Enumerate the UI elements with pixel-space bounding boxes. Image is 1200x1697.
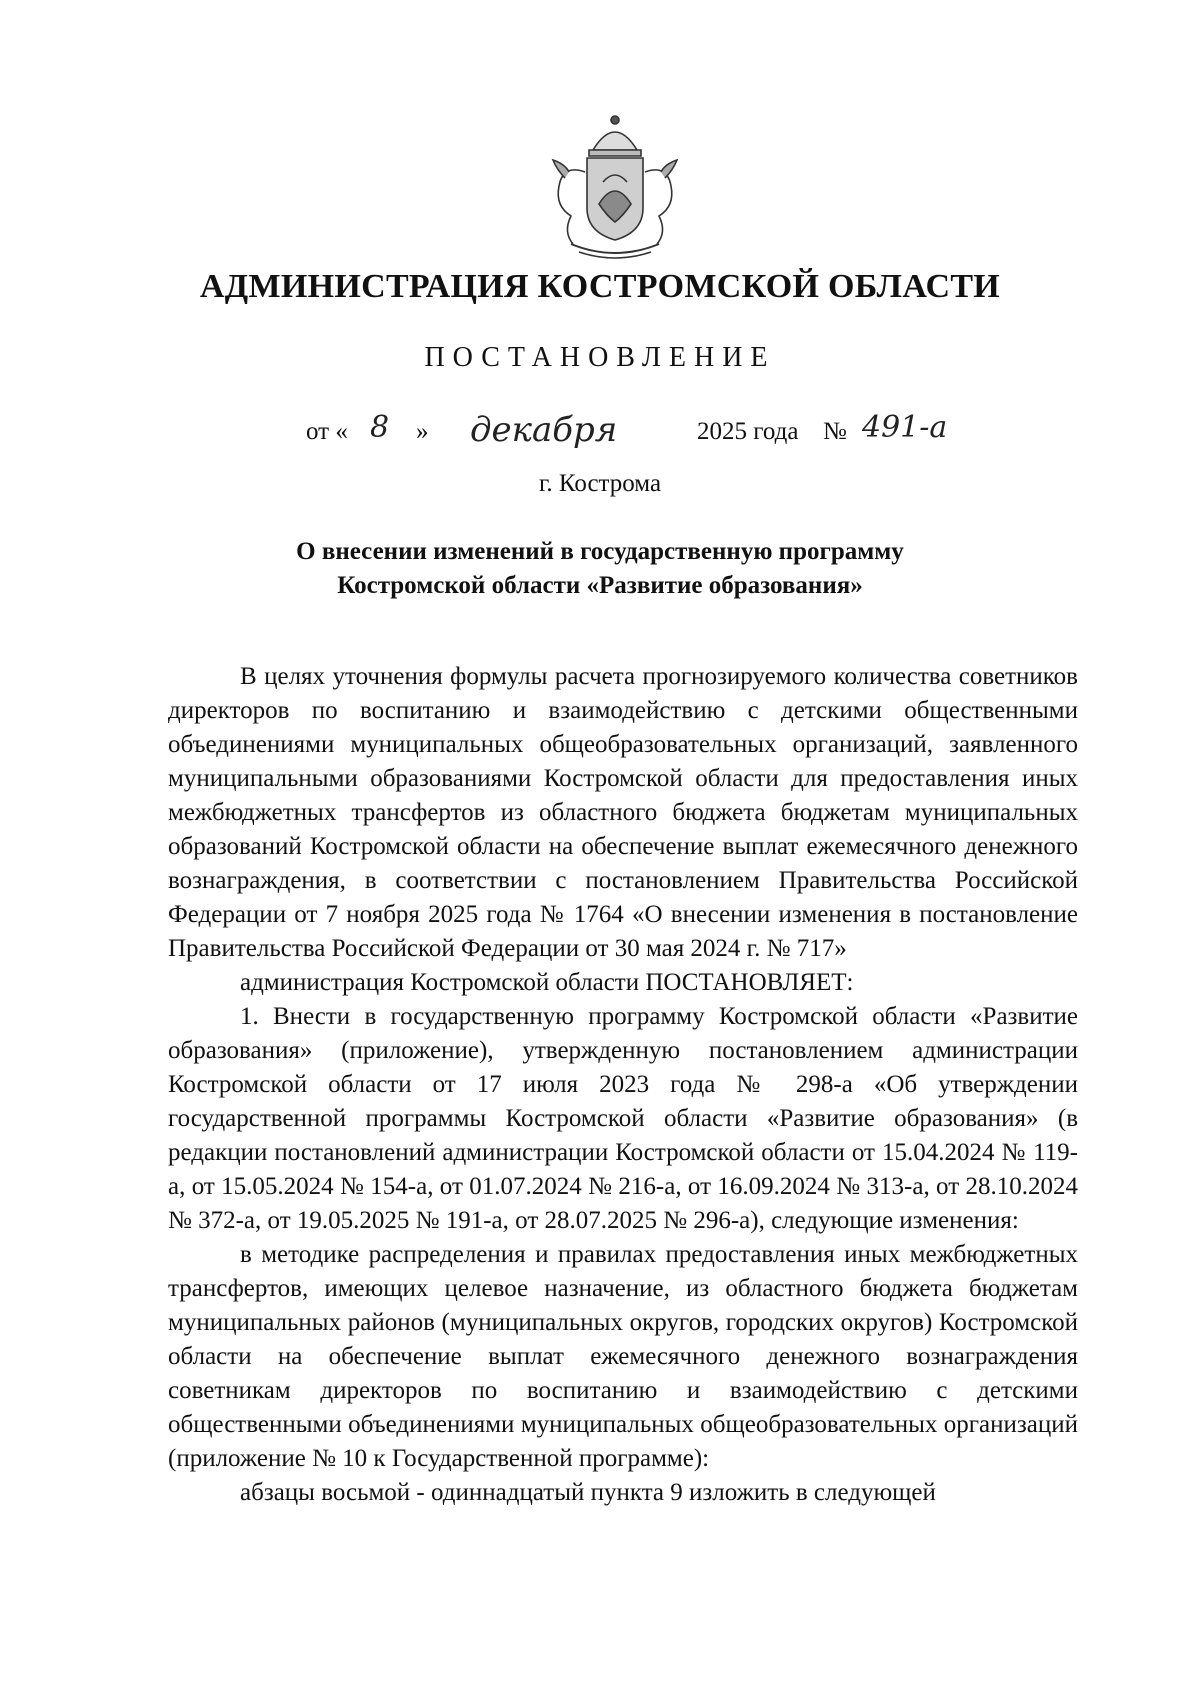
document-subject [0,535,1200,603]
date-quote-close: » [416,418,429,445]
handwritten-day: 8 [370,410,390,445]
organization-title: АДМИНИСТРАЦИЯ КОСТРОМСКОЙ ОБЛАСТИ [199,268,1001,305]
city-name: г. Кострома [538,470,662,497]
subject-line-2: Костромской области «Развитие образования» [337,572,863,599]
subject-line-1: О внесении изменений в государственную программу [296,538,904,565]
year-text: 2025 года [697,418,799,445]
body-paragraph: В целях уточнения формулы расчета прогнозируемого количества советников директоров по воспитанию и взаимодействию с детскими общественными объединениями муниципальных общеобразовательных организаций, заявленного муниципальными образованиями Костромской области для предоставления иных межбюджетных трансфертов из областного бюджета бюджетам муниципальных образований Костромской области на обеспечение выплат ежемесячного денежного вознаграждения, в соответствии с постановлением Правительства Российской Федерации от 7 ноября 2025 года № 1764 «О внесении изменения в постановление Правительства Российской Федерации от 30 мая 2024 г. № 717» [168,663,1078,962]
number-sign: № [823,418,847,445]
body-paragraph: абзацы восьмой - одиннадцатый пункта 9 изложить в следующей [240,1479,936,1506]
date-prefix: от « [306,418,348,445]
coat-of-arms-emblem [549,112,681,264]
date-number-line [0,410,1200,460]
document-type: ПОСТАНОВЛЕНИЕ [424,342,776,373]
document-body [168,660,1078,1510]
body-paragraph: 1. Внести в государственную программу Костромской области «Развитие образования» (приложение), утвержденную постановлением администрации Костромской области от 17 июля 2023 года № 298-а «Об утверждении государственной программы Костромской области «Развитие образования» (в редакции постановлений администрации Костромской области от 15.04.2024 № 119-а, от 15.05.2024 № 154-а, от 01.07.2024 № 216-а, от 16.09.2024 № 313-а, от 28.10.2024 № 372-а, от 19.05.2025 № 191-а, от 28.07.2025 № 296-а), следующие изменения: [168,1003,1078,1234]
handwritten-number: 491-а [862,410,948,445]
body-paragraph: администрация Костромской области ПОСТАНОВЛЯЕТ: [240,969,854,996]
body-paragraph: в методике распределения и правилах предоставления иных межбюджетных трансфертов, имеющих целевое назначение, из областного бюджета бюджетам муниципальных районов (муниципальных округов, городских округов) Костромской области на обеспечение выплат ежемесячного денежного вознаграждения советникам директоров по воспитанию и взаимодействию с детскими общественными объединениями муниципальных общеобразовательных организаций (приложение № 10 к Государственной программе): [168,1241,1078,1472]
handwritten-month: декабря [470,410,618,450]
